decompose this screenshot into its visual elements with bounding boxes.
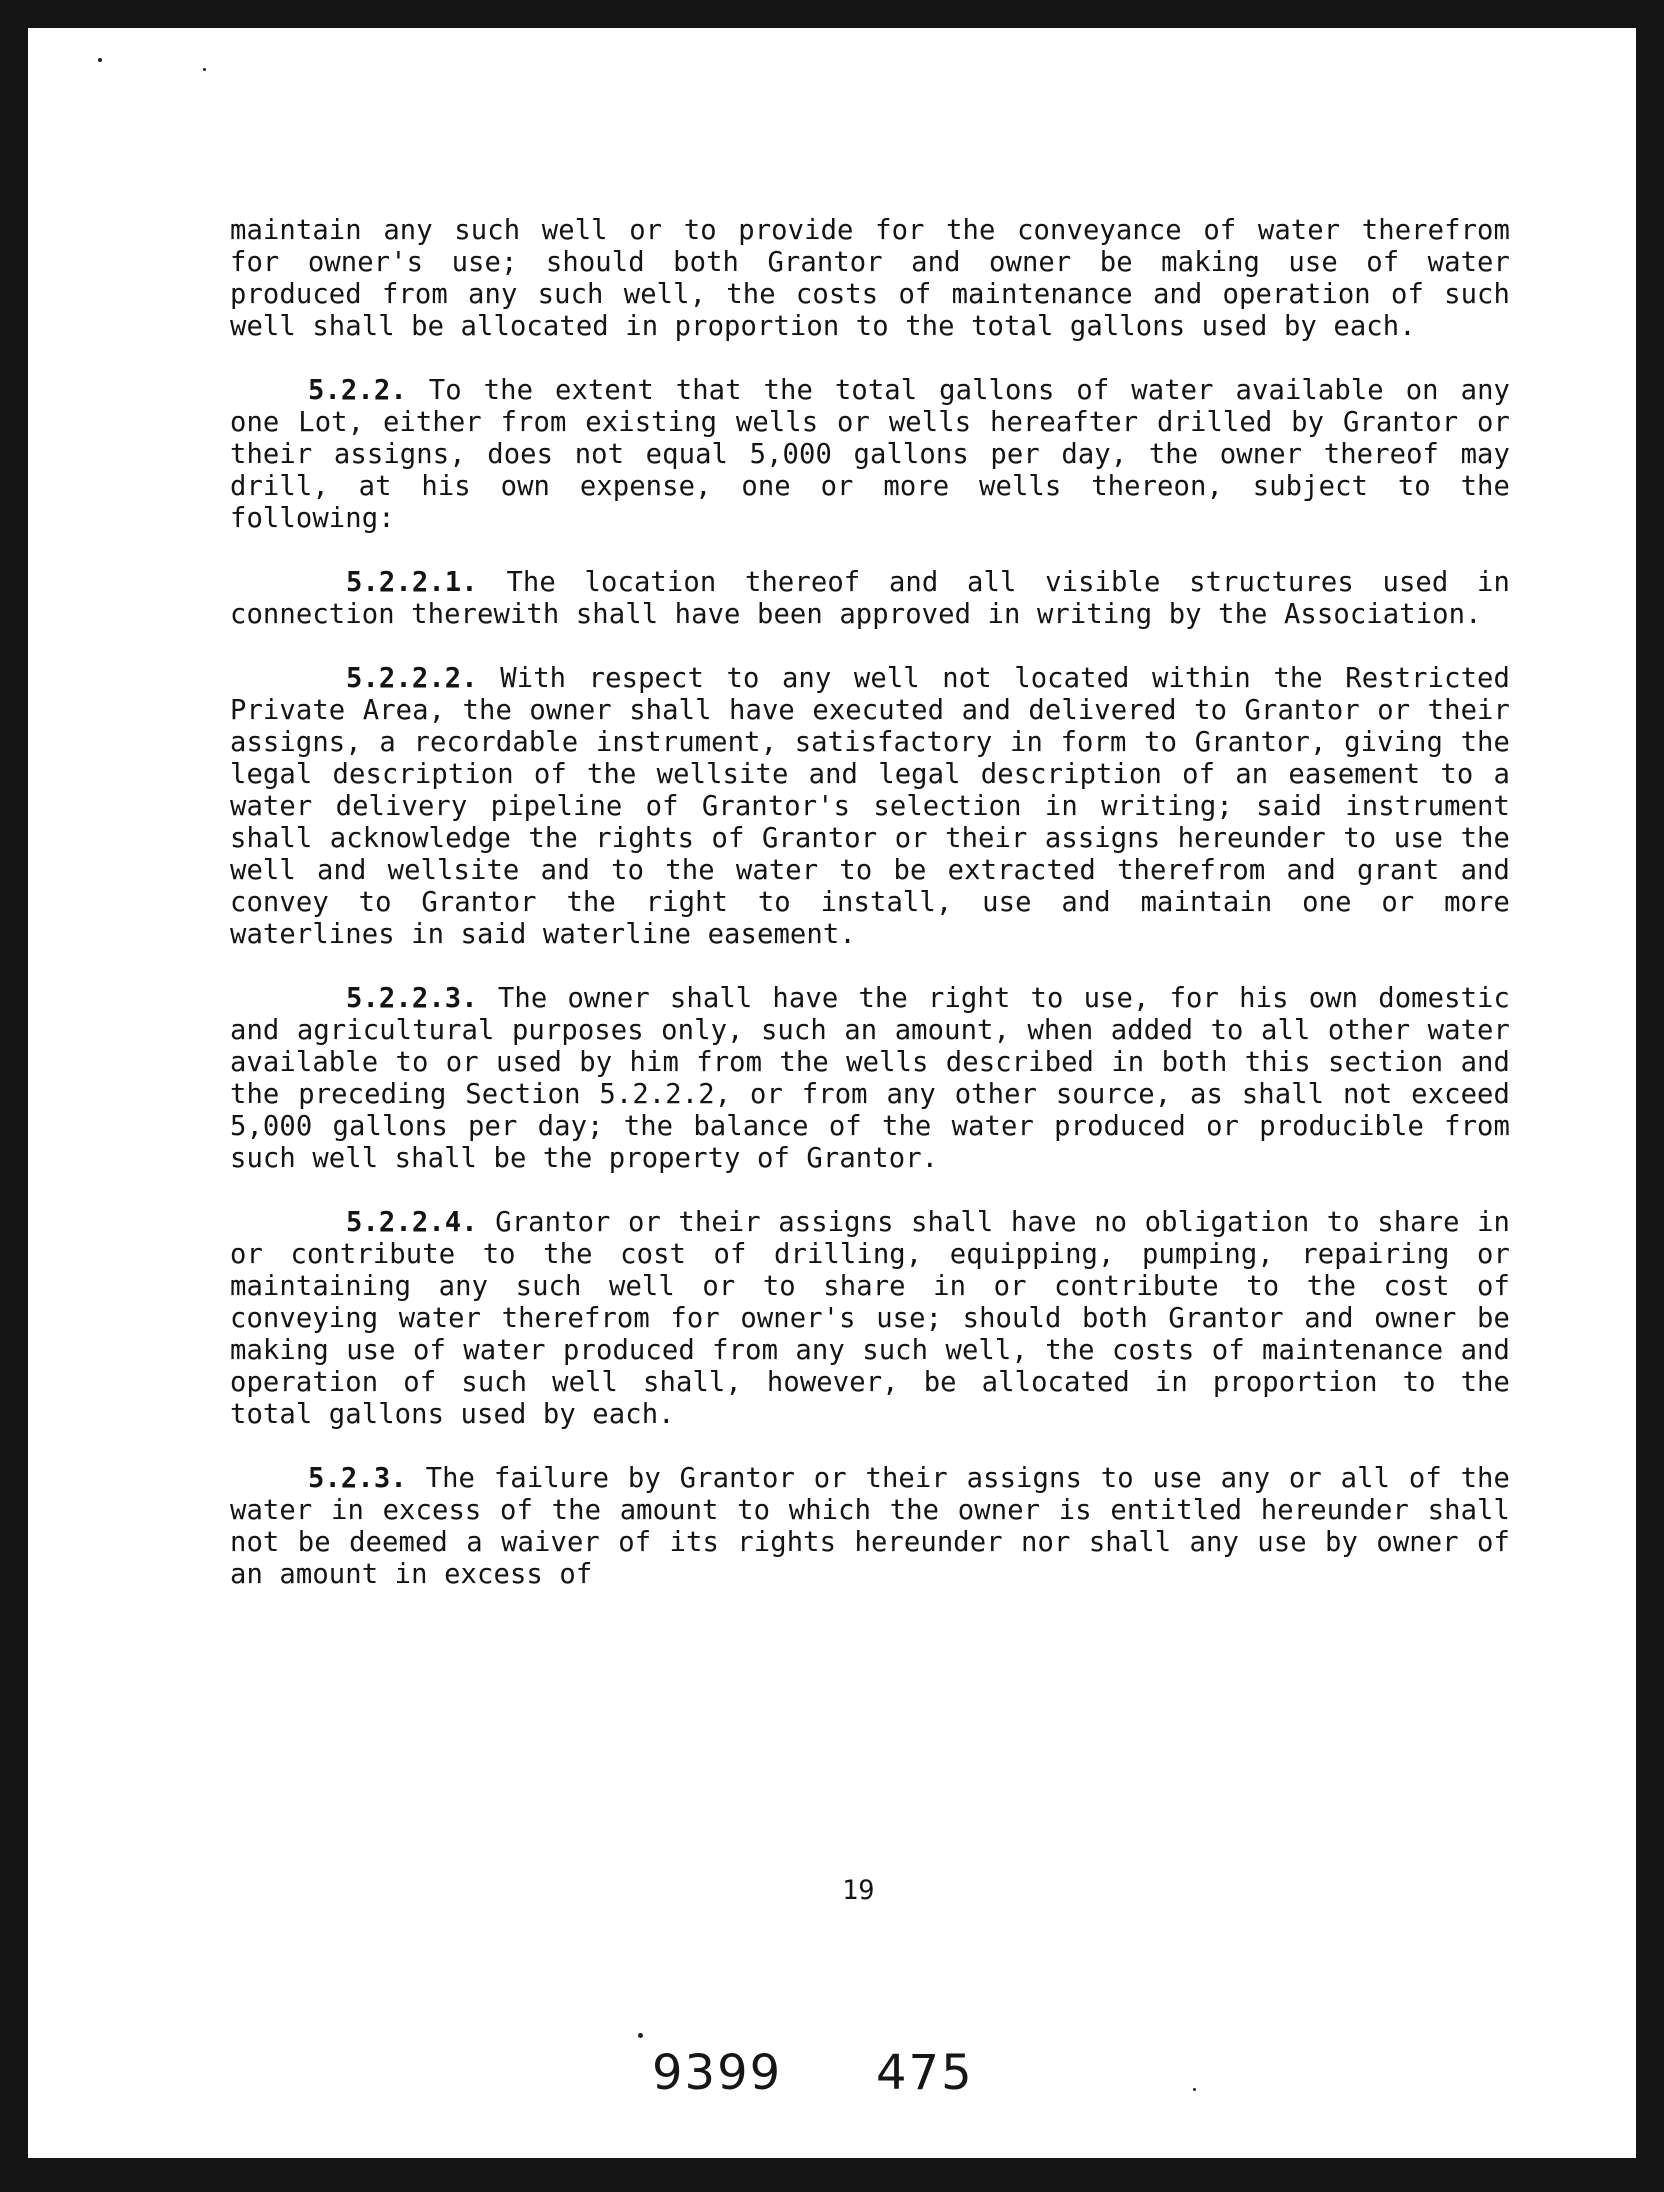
section-number: 5.2.2.1. — [346, 567, 478, 598]
section-number: 5.2.2.2. — [346, 663, 478, 694]
paragraph-5-2-2 — [230, 375, 1510, 535]
paragraph-text: The location thereof and all visible structures used in connection therewith shall have been approved in writing by the Association. — [230, 567, 1510, 630]
section-number: 5.2.2. — [308, 375, 407, 406]
scan-speck — [638, 2033, 643, 2038]
scan-speck — [203, 68, 206, 71]
page-number: 19 — [842, 1875, 875, 1906]
document-body — [230, 215, 1510, 1623]
record-stamp-book: 9399 — [652, 2045, 783, 2101]
scan-speck — [98, 58, 102, 62]
paragraph-text: Grantor or their assigns shall have no obligation to share in or contribute to the cost of drilling, equipping, pumping, repairing or maintaining any such well or to share in or contribute to the cost of conveying water therefrom for owner's use; should both Grantor and owner be making use of water produced from any such well, the costs of maintenance and operation of such well shall, however, be allocated in proportion to the total gallons used by each. — [230, 1207, 1510, 1430]
paragraph-5-2-2-4 — [230, 1207, 1510, 1431]
paragraph-text: With respect to any well not located within the Restricted Private Area, the owner shall have executed and delivered to Grantor or their assigns, a recordable instrument, satisfactory in form to Grantor, giving the legal description of the wellsite and legal description of an easement to a water delivery pipeline of Grantor's selection in writing; said instrument shall acknowledge the rights of Grantor or their assigns hereunder to use the well and wellsite and to the water to be extracted therefrom and grant and convey to Grantor the right to install, use and maintain one or more waterlines in said waterline easement. — [230, 663, 1510, 950]
paragraph-continuation — [230, 215, 1510, 343]
paragraph-text: maintain any such well or to provide for the conveyance of water therefrom for owner's use; should both Grantor and owner be making use of water produced from any such well, the costs of maintenance and operation of such well shall be allocated in proportion to the total gallons used by each. — [230, 215, 1510, 342]
paragraph-text: The owner shall have the right to use, for his own domestic and agricultural purposes only, such an amount, when added to all other water available to or used by him from the wells described in both this section and the preceding Section 5.2.2.2, or from any other source, as shall not exceed 5,000 gallons per day; the balance of the water produced or producible from such well shall be the property of Grantor. — [230, 983, 1510, 1174]
section-number: 5.2.2.3. — [346, 983, 478, 1014]
section-number: 5.2.3. — [308, 1463, 407, 1494]
section-number: 5.2.2.4. — [346, 1207, 478, 1238]
paragraph-text: The failure by Grantor or their assigns to use any or all of the water in excess of the amount to which the owner is entitled hereunder shall not be deemed a waiver of its rights hereunder nor shall any use by owner of an amount in excess of — [230, 1463, 1510, 1590]
paragraph-text: To the extent that the total gallons of water available on any one Lot, either from existing wells or wells hereafter drilled by Grantor or their assigns, does not equal 5,000 gallons per day, the owner thereof may drill, at his own expense, one or more wells thereon, subject to the following: — [230, 375, 1510, 534]
paragraph-5-2-3 — [230, 1463, 1510, 1591]
record-stamp-page: 475 — [876, 2045, 974, 2101]
paragraph-5-2-2-2 — [230, 663, 1510, 951]
scan-speck — [1193, 2088, 1196, 2091]
paragraph-5-2-2-1 — [230, 567, 1510, 631]
paragraph-5-2-2-3 — [230, 983, 1510, 1175]
